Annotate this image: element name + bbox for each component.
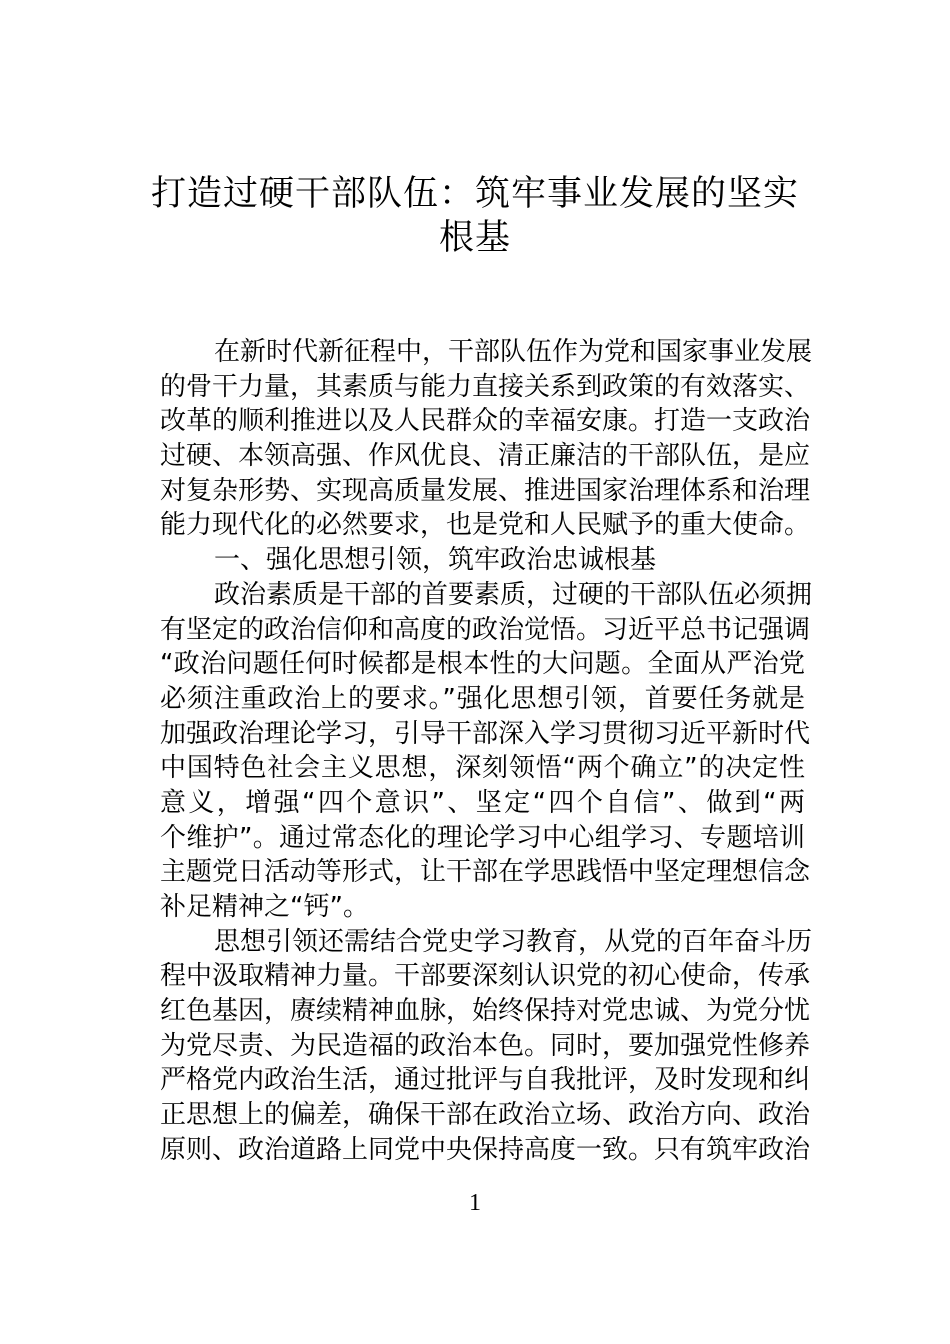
text-line: 中国特色社会主义思想，深刻领悟“两个确立”的决定性 — [160, 753, 805, 784]
text-line: 在新时代新征程中，干部队伍作为党和国家事业发展 — [214, 337, 813, 367]
text-line: 对复杂形势、实现高质量发展、推进国家治理体系和治理 — [160, 475, 811, 506]
text-line: 主题党日活动等形式，让干部在学思践悟中坚定理想信念 — [160, 857, 811, 888]
text-line: 为党尽责、为民造福的政治本色。同时，要加强党性修养 — [160, 1030, 811, 1061]
document-body — [160, 335, 813, 1168]
text-line: 有坚定的政治信仰和高度的政治觉悟。习近平总书记强调 — [160, 614, 811, 645]
paragraph — [160, 578, 813, 925]
text-line: 补足精神之“钙”。 — [160, 892, 369, 922]
paragraph — [160, 335, 813, 543]
title-line-1: 打造过硬干部队伍：筑牢事业发展的坚实 — [150, 174, 799, 214]
text-line: 个维护”。通过常态化的理论学习中心组学习、专题培训 — [160, 822, 805, 853]
text-line: 改革的顺利推进以及人民群众的幸福安康。打造一支政治 — [160, 406, 811, 437]
text-line: 原则、政治道路上同党中央保持高度一致。只有筑牢政治 — [160, 1134, 811, 1165]
text-line: 加强政治理论学习，引导干部深入学习贯彻习近平新时代 — [160, 718, 811, 749]
page-number: 1 — [469, 1190, 481, 1216]
text-line: 必须注重政治上的要求。”强化思想引领，首要任务就是 — [160, 683, 805, 714]
text-line: 政治素质是干部的首要素质，过硬的干部队伍必须拥 — [214, 579, 813, 610]
text-line: “政治问题任何时候都是根本性的大问题。全面从严治党 — [160, 649, 805, 680]
text-line: 红色基因，赓续精神血脉，始终保持对党忠诚、为党分忧 — [160, 996, 811, 1027]
text-line: 过硬、本领高强、作风优良、清正廉洁的干部队伍，是应 — [160, 441, 811, 472]
title-line-2: 根基 — [438, 218, 511, 258]
text-line: 能力现代化的必然要求，也是党和人民赋予的重大使命。 — [160, 510, 811, 541]
text-line: 程中汲取精神力量。干部要深刻认识党的初心使命，传承 — [160, 961, 811, 992]
text-line: 严格党内政治生活，通过批评与自我批评，及时发现和纠 — [160, 1065, 811, 1096]
text-line: 的骨干力量，其素质与能力直接关系到政策的有效落实、 — [160, 371, 811, 402]
paragraph — [160, 925, 813, 1168]
document-title — [150, 172, 800, 260]
text-line: 一、强化思想引领，筑牢政治忠诚根基 — [214, 545, 657, 576]
text-line: 意义，增强“四个意识”、坚定“四个自信”、做到“两 — [160, 787, 805, 818]
section-heading — [160, 543, 805, 578]
text-line: 思想引领还需结合党史学习教育，从党的百年奋斗历 — [214, 926, 813, 957]
text-line: 正思想上的偏差，确保干部在政治立场、政治方向、政治 — [160, 1100, 811, 1131]
